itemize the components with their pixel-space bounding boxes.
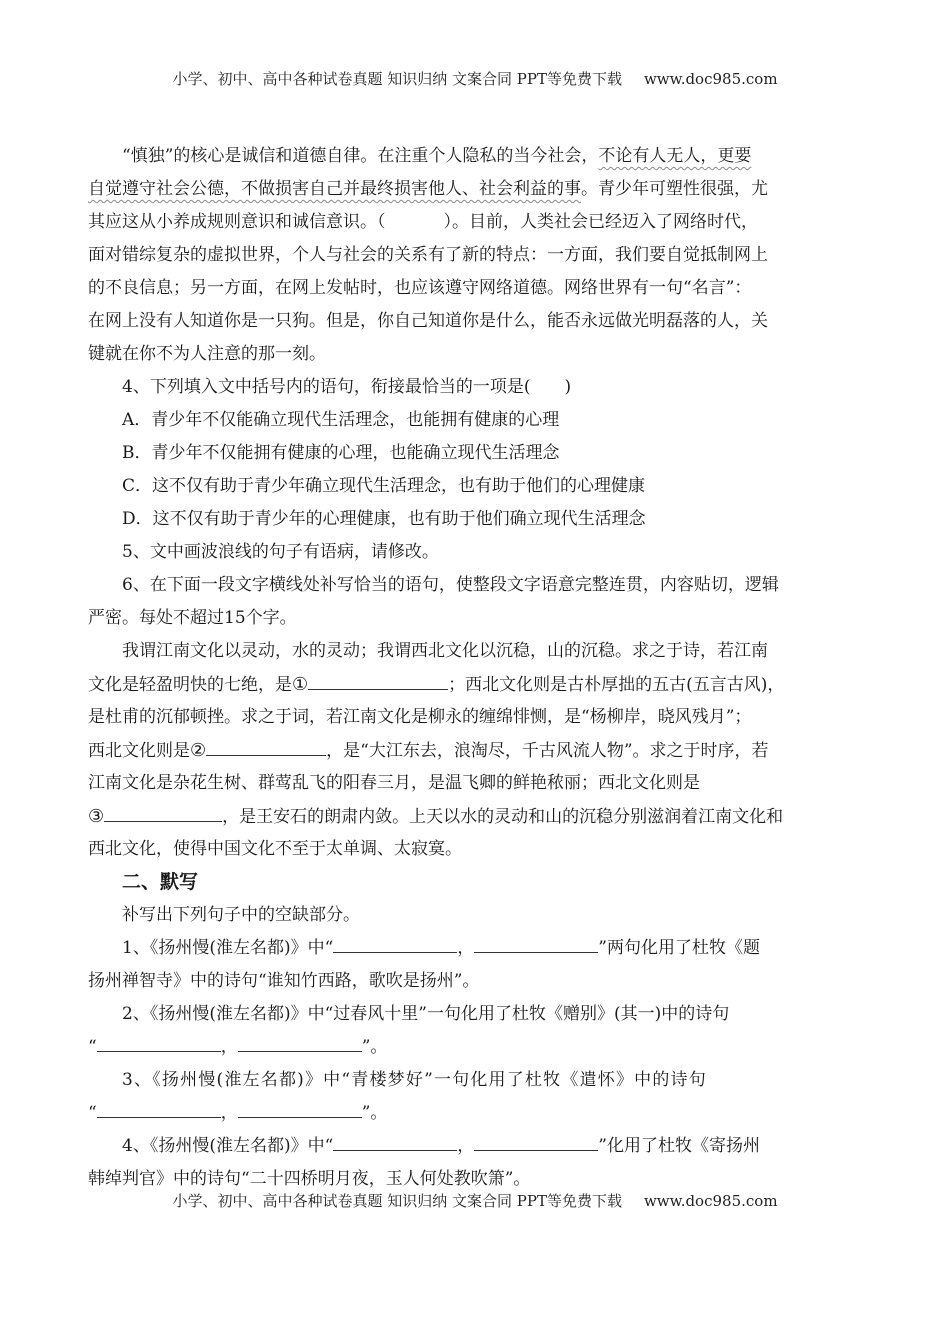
passage1-line: “慎独”的核心是诚信和道德自律。在注重个人隐私的当今社会，不论有人无人，更要 [122,146,752,166]
dictation-blank[interactable] [333,934,457,953]
option-b: B．青少年不仅能拥有健康的心理，也能确立现代生活理念 [122,443,560,463]
blank-marker-2: ② [190,740,207,761]
passage2-line: 西北文化则是② ，是“大江东去，浪淘尽，千古风流人物”。求之于时序，若 [88,734,863,767]
fill-blank-2[interactable] [206,737,326,756]
passage1-line: 在网上没有人知道你是一只狗。但是，你自己知道你是什么，能否永远做光明磊落的人，关 [88,311,768,331]
dictation-item-3-cont: “ ， ”。 [88,1097,863,1130]
fill-blank-3[interactable] [104,803,222,822]
wavy-underline: 不论有人无人，更要 [598,146,752,166]
passage2-line: ③ ，是王安石的朗肃内敛。上天以水的灵动和山的沉稳分别滋润着江南文化和 [88,800,863,833]
header-text: 小学、初中、高中各种试卷真题 知识归纳 文案合同 PPT等免费下载 [172,70,622,88]
dictation-item-1-cont: 扬州禅智寺》中的诗句“谁知竹西路，歌吹是扬州”。 [88,971,480,991]
blank-marker-3: ③ [88,806,105,827]
dictation-item-2-cont: “ ， ”。 [88,1031,863,1064]
passage2-line: 西北文化，使得中国文化不至于太单调、太寂寞。 [88,839,462,859]
section-2-title: 二、默写 [122,871,199,893]
dictation-blank[interactable] [474,1132,598,1151]
passage1-line: 键就在你不为人注意的那一刻。 [88,344,326,364]
blank-marker-1: ① [292,674,309,695]
passage2-line: 是杜甫的沉郁顿挫。求之于词，若江南文化是柳永的缠绵悱恻，是“杨柳岸，晓风残月”； [88,707,752,727]
passage1-line: 其应这从小养成规则意识和诚信意识。（ ）。目前，人类社会已经迈入了网络时代， [88,212,758,232]
passage2-line: 文化是轻盈明快的七绝，是① ；西北文化则是古朴厚拙的五古(五言古风)， [88,668,863,701]
dictation-item-4-cont: 韩绰判官》中的诗句“二十四桥明月夜，玉人何处教吹箫”。 [88,1169,531,1189]
footer-url[interactable]: www.doc985.com [643,1192,778,1210]
passage1-line: 的不良信息；另一方面，在网上发帖时，也应该遵守网络道德。网络世界有一句“名言”： [88,278,752,298]
question-5-stem: 5、文中画波浪线的句子有语病，请修改。 [122,542,439,562]
passage2-line: 江南文化是杂花生树、群莺乱飞的阳春三月，是温飞卿的鲜艳秾丽；西北文化则是 [88,773,700,793]
page-footer [0,1190,950,1211]
dictation-item-1: 1、《扬州慢(淮左名都)》中“ ， ”两句化用了杜牧《题 [88,932,863,965]
dictation-blank[interactable] [97,1099,221,1118]
passage1-line: 自觉遵守社会公德，不做损害自己并最终损害他人、社会利益的事。青少年可塑性很强，尤 [88,179,768,199]
header-url[interactable]: www.doc985.com [643,70,778,88]
section-2-intro: 补写出下列句子中的空缺部分。 [122,905,360,925]
page-header [0,68,950,89]
dictation-blank[interactable] [238,1099,362,1118]
option-a: A．青少年不仅能确立现代生活理念，也能拥有健康的心理 [122,410,560,430]
fill-blank-1[interactable] [308,671,448,690]
dictation-blank[interactable] [474,934,598,953]
wavy-underline: 自觉遵守社会公德，不做损害自己并最终损害他人、社会利益的事 [88,179,581,199]
question-6-stem-cont: 严密。每处不超过15个字。 [88,608,297,628]
dictation-item-4: 4、《扬州慢(淮左名都)》中“ ， ”化用了杜牧《寄扬州 [88,1130,863,1163]
passage1-line: 面对错综复杂的虚拟世界，个人与社会的关系有了新的特点：一方面，我们要自觉抵制网上 [88,245,768,265]
dictation-item-3: 3、《扬州慢(淮左名都)》中“青楼梦好”一句化用了杜牧《遣怀》中的诗句 [122,1070,707,1090]
dictation-item-2: 2、《扬州慢(淮左名都)》中“过春风十里”一句化用了杜牧《赠别》(其一)中的诗句 [122,1004,730,1024]
dictation-blank[interactable] [333,1132,457,1151]
option-c: C．这不仅有助于青少年确立现代生活理念，也有助于他们的心理健康 [122,476,646,496]
question-6-stem: 6、在下面一段文字横线处补写恰当的语句，使整段文字语意完整连贯，内容贴切，逻辑 [122,575,779,595]
dictation-blank[interactable] [238,1033,362,1052]
dictation-blank[interactable] [97,1033,221,1052]
footer-text: 小学、初中、高中各种试卷真题 知识归纳 文案合同 PPT等免费下载 [172,1192,622,1210]
option-d: D．这不仅有助于青少年的心理健康，也有助于他们确立现代生活理念 [122,509,646,529]
document-body [88,140,863,1196]
question-4-stem: 4、下列填入文中括号内的语句，衔接最恰当的一项是( ) [122,377,572,397]
passage2-line: 我谓江南文化以灵动，水的灵动；我谓西北文化以沉稳，山的沉稳。求之于诗，若江南 [122,641,768,661]
